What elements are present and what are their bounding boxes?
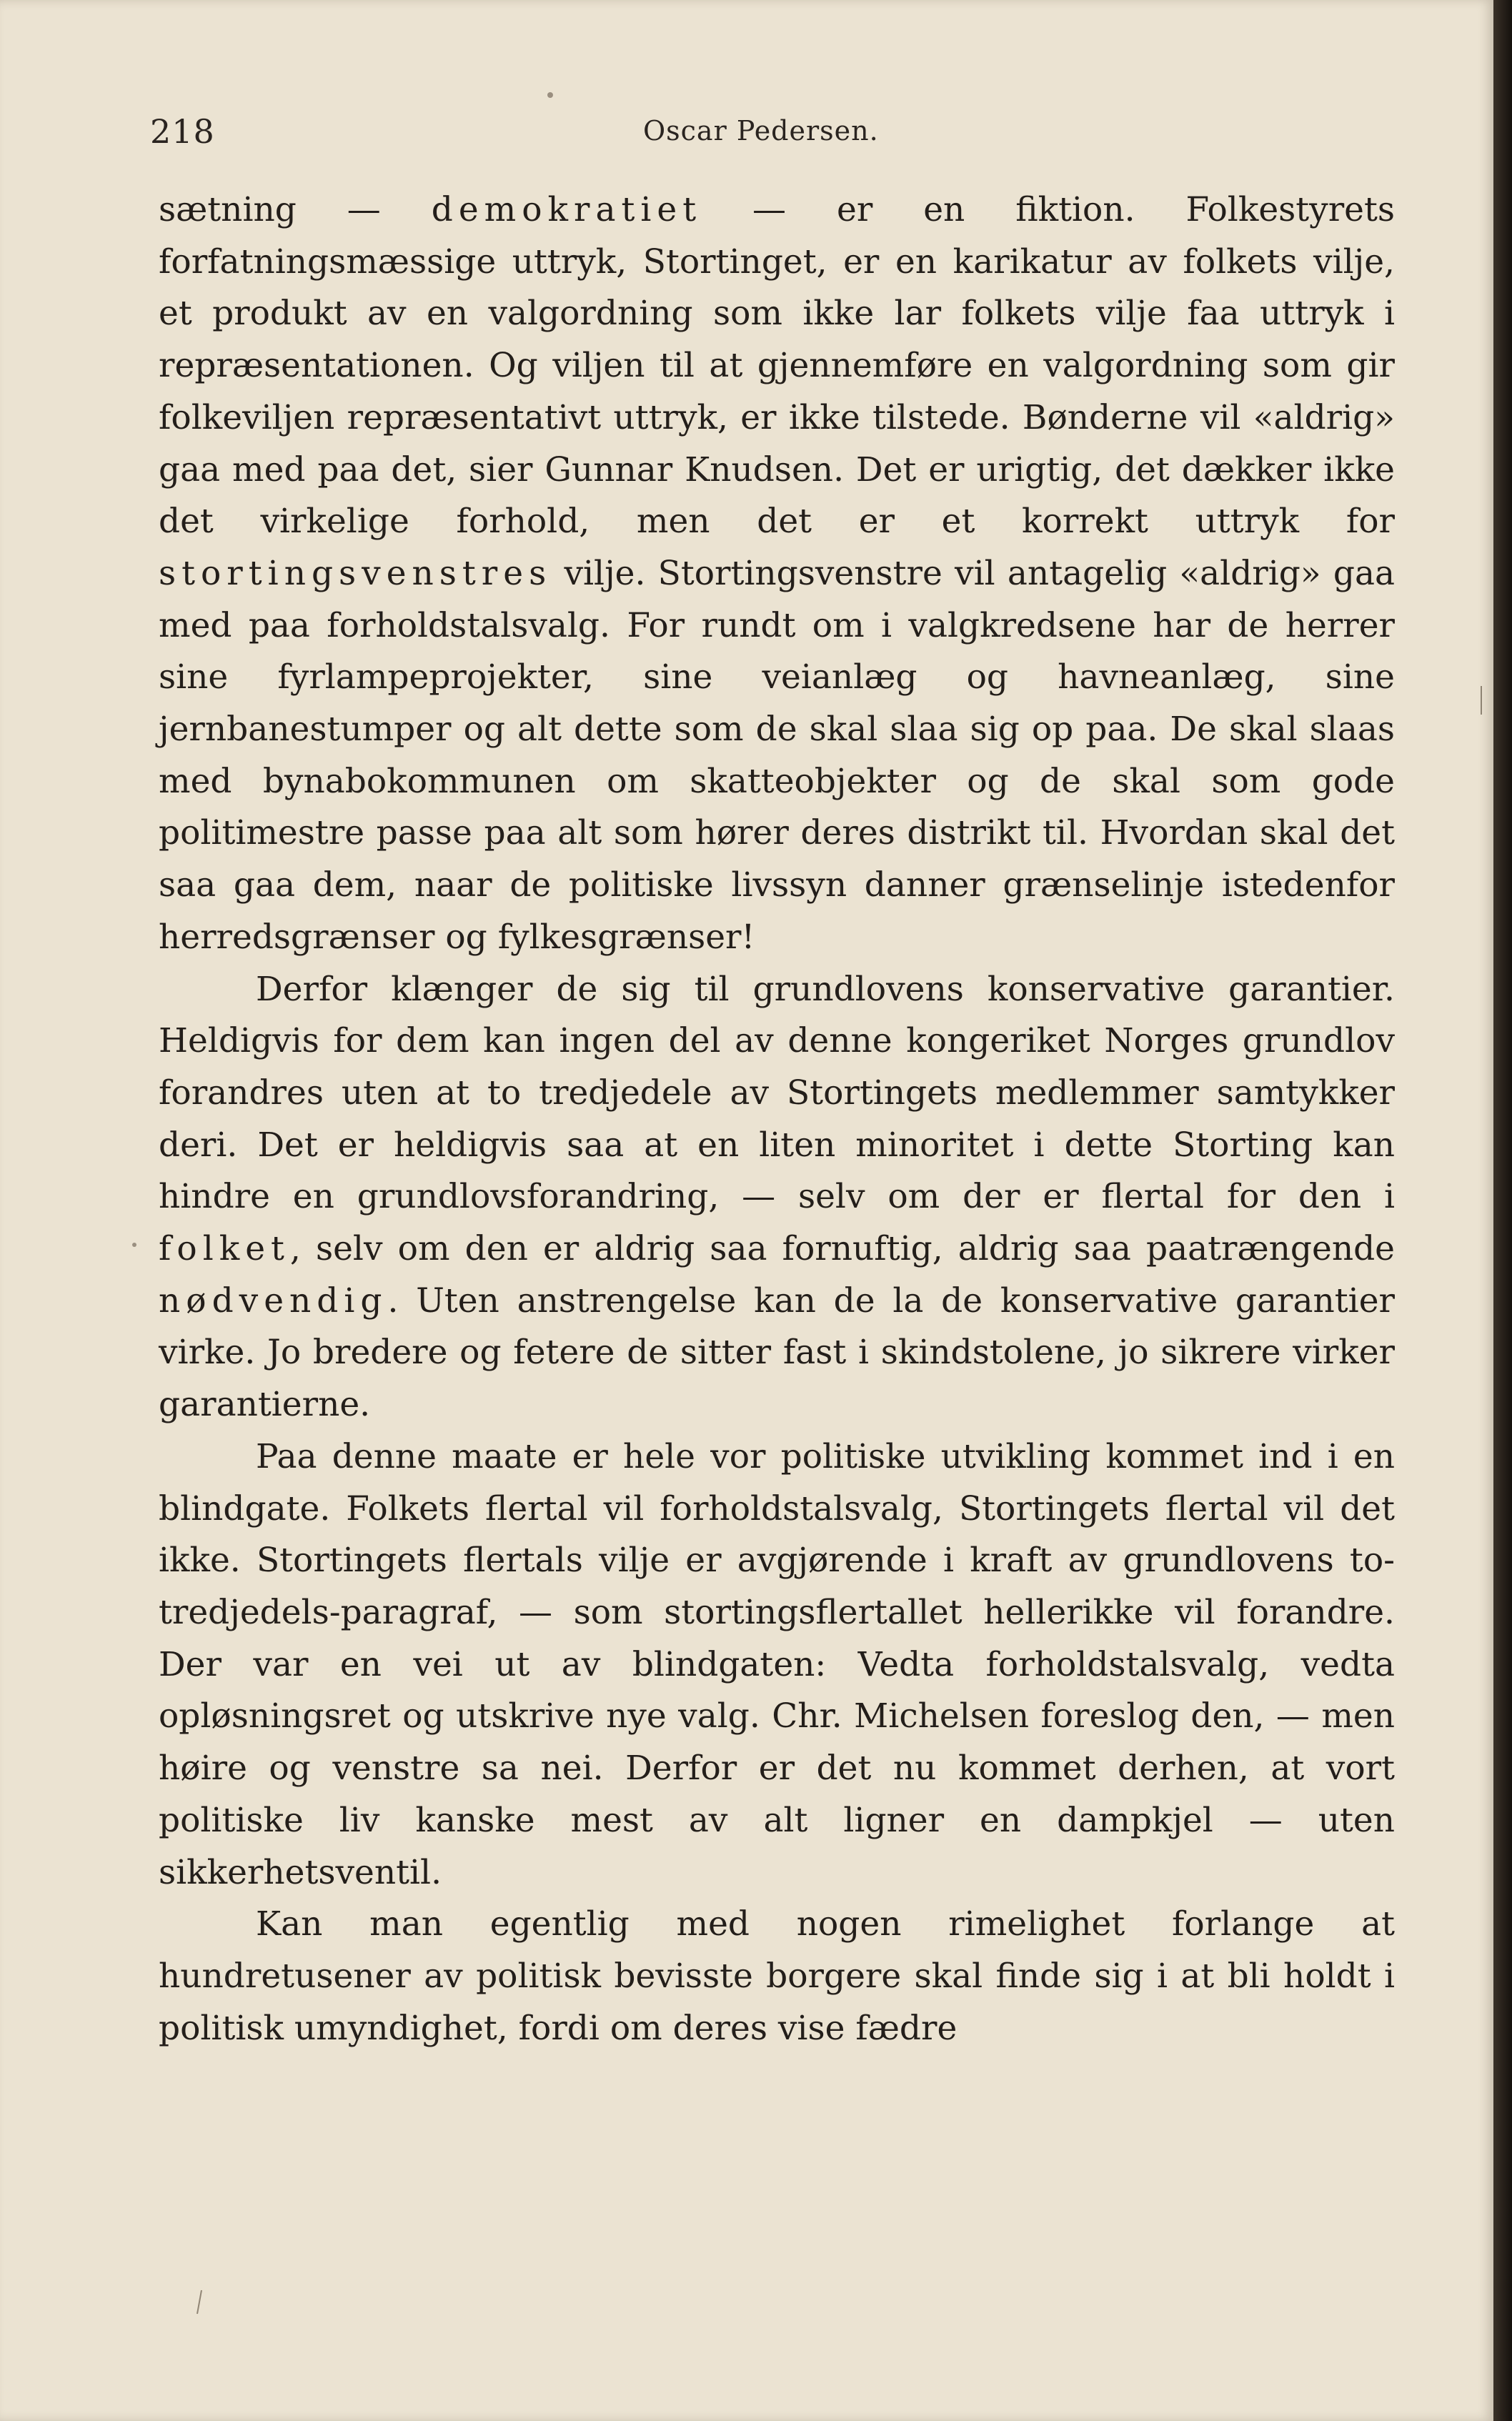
spaced-emphasis-text: demokratiet bbox=[431, 190, 702, 229]
paragraph-text: Paa denne maate er hele vor politiske utvikling kommet ind i en blindgate. Folkets flertal vil forholdstalsvalg, Stortingets flertal vil det ikke. Stortingets flertals vilje er avgjørende i kraft av grundlovens to-tredjedels-paragraf, — som stortingsflertallet hellerikke vil forandre. Der var en vei ut av blindgaten: Vedta forholdstalsvalg, vedta opløsningsret og utskrive nye valg. Chr. Michelsen foreslog den, — men høire og venstre sa nei. Derfor er det nu kommet derhen, at vort politiske liv kanske mest av alt ligner en dampkjel — uten sikkerhetsventil. bbox=[159, 1436, 1395, 1892]
paragraph-text: . Uten anstrengelse kan de la de konservative garantier virke. Jo bredere og fetere de sitter fast i skindstolene, jo sikrere virker garantierne. bbox=[159, 1281, 1395, 1425]
page-number: 218 bbox=[150, 112, 215, 151]
paragraph bbox=[159, 1899, 1395, 2054]
spaced-emphasis-text: folket bbox=[159, 1229, 290, 1269]
paragraph-text: sætning — bbox=[159, 190, 432, 229]
paper-speck bbox=[547, 92, 553, 98]
running-head: Oscar Pedersen. bbox=[643, 115, 879, 146]
paragraph bbox=[159, 1431, 1395, 1899]
spaced-emphasis-text: stortingsvenstres bbox=[159, 553, 552, 593]
paragraph-text: vilje. Stortingsvenstre vil antagelig «aldrig» gaa med paa forholdstalsvalg. For rundt om i valgkredsene har de herrer sine fyrlampeprojekter, sine veianlæg og havneanlæg, sine jernbanestumper og alt dette som de skal slaa sig op paa. De skal slaas med bynabokommunen om skatteobjekter og de skal som gode politimestre passe paa alt som hører deres distrikt til. Hvordan skal det saa gaa dem, naar de politiske livssyn danner grænselinje istedenfor herredsgrænser og fylkesgrænser! bbox=[159, 553, 1395, 957]
paragraph-text: — er en fiktion. Folkestyrets forfatningsmæssige uttryk, Stortinget, er en karikatur av folkets vilje, et produkt av en valgordning som ikke lar folkets vilje faa uttryk i repræsentationen. Og viljen til at gjennemføre en valgordning som gir folkeviljen repræsentativt uttryk, er ikke tilstede. Bønderne vil «aldrig» gaa med paa det, sier Gunnar Knudsen. Det er urigtig, det dækker ikke det virkelige forhold, men det er et korrekt uttryk for bbox=[159, 190, 1395, 542]
paper-speck bbox=[132, 1243, 136, 1247]
paragraph bbox=[159, 964, 1395, 1431]
paragraph-text: , selv om den er aldrig saa fornuftig, aldrig saa paatrængende bbox=[289, 1229, 1395, 1269]
page-header bbox=[150, 111, 1422, 161]
page-edge-shadow bbox=[1493, 0, 1512, 2421]
paragraph-text: Derfor klænger de sig til grundlovens konservative garantier. Heldigvis for dem kan ingen del av denne kongeriket Norges grundlov forandres uten at to tredjedele av Stortingets medlemmer samtykker deri. Det er heldigvis saa at en liten minoritet i dette Storting kan hindre en grundlovsforandring, — selv om der er flertal for den i bbox=[159, 969, 1395, 1217]
spaced-emphasis-text: nødvendig bbox=[159, 1281, 388, 1321]
paper-mark bbox=[197, 2290, 202, 2314]
paragraph bbox=[159, 184, 1395, 964]
body-text bbox=[159, 184, 1395, 2054]
paragraph-text: Kan man egentlig med nogen rimelighet forlange at hundretusener av politisk bevisste borgere skal finde sig i at bli holdt i politisk umyndighet, fordi om deres vise fædre bbox=[159, 1904, 1395, 2048]
